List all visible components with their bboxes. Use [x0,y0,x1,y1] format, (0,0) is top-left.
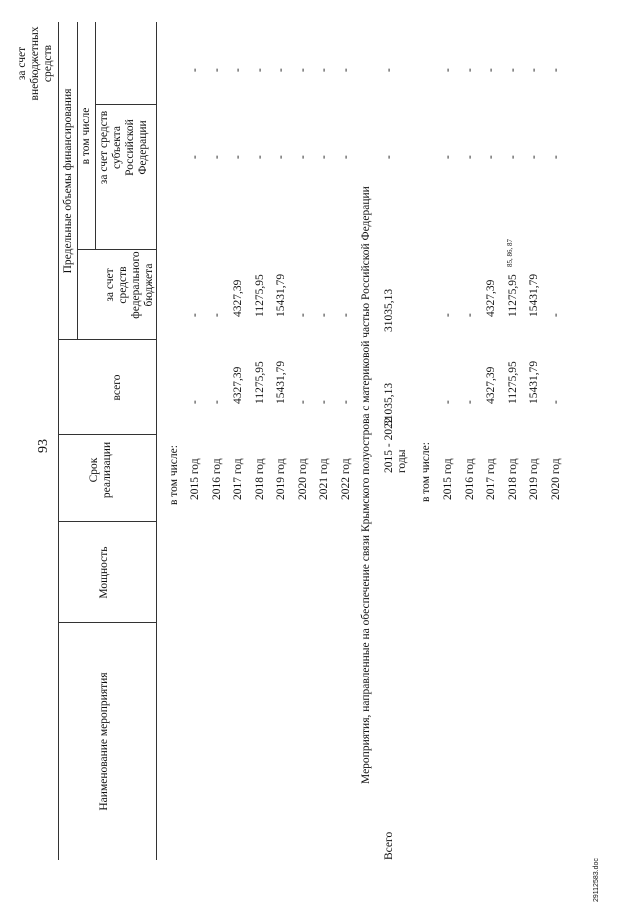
block2-subject: - [549,155,562,159]
block2-extra: - [528,68,540,72]
block2-subject: - [485,155,497,159]
block2-year: 2020 год [549,458,562,500]
block1-subject: - [275,155,287,159]
block1-subject: - [253,155,266,159]
block1-extra: - [296,68,309,72]
block1-total: - [318,400,330,404]
block1-federal: 4327,39 [232,279,244,317]
block1-total: 11275,95 [253,361,266,404]
total-row-subject: - [383,155,395,159]
block1-total: - [189,400,201,404]
header-in-that: в том числе [80,107,92,165]
header-capacity: Мощность [98,546,110,599]
block1-total: 15431,79 [275,360,287,404]
block1-federal: - [189,313,201,317]
block1-extra: - [189,68,201,72]
header-funding: Предельные объемы финансирования [62,88,74,274]
total-row-label: Всего [383,831,395,860]
block2-subject: - [463,155,476,159]
block2-year: 2016 год [463,458,476,500]
block1-federal: 15431,79 [275,273,287,317]
block1-subject: - [210,155,223,159]
block2-federal-footnote [504,239,521,267]
block1-extra: - [318,68,330,72]
block1-extra: - [339,68,352,72]
block1-subject: - [232,155,244,159]
block1-federal: - [296,313,309,317]
block1-year: 2018 год [253,458,266,500]
block1-total: - [339,400,352,404]
block1-extra: - [210,68,223,72]
block1-federal: - [339,313,352,317]
block1-federal: - [318,313,330,317]
block2-total: 4327,39 [485,366,497,404]
block1-subject: - [189,155,201,159]
header-name: Наименование мероприятия [98,672,110,811]
block1-extra: - [253,68,266,72]
header-term: Срок реализации [88,441,113,499]
block2-subject: - [528,155,540,159]
block2-extra: - [549,68,562,72]
table-top-border [58,22,59,860]
block2-total: 15431,79 [528,360,540,404]
block2-year: 2017 год [485,458,497,500]
block2-federal: - [442,313,454,317]
section-title: Мероприятия, направленные на обеспечение связи Крымского полуострова с материковой частью Российской Федерации [360,186,372,784]
block1-including-label: в том числе: [168,445,180,505]
block2-total: - [549,400,562,404]
header-total: всего [111,374,123,401]
footnote-superscript: 85, 86, 87 [505,239,514,267]
block1-subject: - [318,155,330,159]
block1-year: 2022 год [339,458,352,500]
block1-total: - [210,400,223,404]
total-row-total: 31035,13 [383,382,395,426]
block1-year: 2021 год [318,458,330,500]
block1-federal: 11275,95 [253,274,266,317]
block2-subject: - [442,155,454,159]
block1-subject: - [296,155,309,159]
block2-subject: - [506,155,519,159]
block2-federal: 4327,39 [485,279,497,317]
block2-federal: - [463,313,476,317]
funding-subheader-line [77,22,78,340]
total-row-federal: 31035,13 [383,288,395,332]
header-subject: за счет средств субъекта Российской Федерации [98,110,149,185]
block2-federal: 15431,79 [528,273,540,317]
header-federal: за счет средств федерального бюджета [104,251,155,319]
block2-total: 11275,95 [506,361,519,404]
block1-total: - [296,400,309,404]
block2-year: 2015 год [442,458,454,500]
header-extrabudget: за счет внебюджетных средств [16,26,54,101]
block1-year: 2019 год [275,458,287,500]
page-number: 93 [36,439,51,453]
block1-total: 4327,39 [232,366,244,404]
block1-year: 2020 год [296,458,309,500]
block2-extra: - [442,68,454,72]
table-header-bottom-border [156,22,157,860]
block2-federal: - [549,313,562,317]
block1-subject: - [339,155,352,159]
block1-federal: - [210,313,223,317]
block2-total: - [442,400,454,404]
block1-year: 2017 год [232,458,244,500]
block2-extra: - [463,68,476,72]
block2-total: - [463,400,476,404]
block2-including-label: в том числе: [420,442,432,502]
total-row-term: 2015 - 2022 годы [383,417,408,473]
file-name: 29112583.doc [593,858,600,902]
block2-extra: - [485,68,497,72]
block1-year: 2016 год [210,458,223,500]
block2-year: 2018 год [506,458,519,500]
block1-extra: - [232,68,244,72]
block2-extra: - [506,68,519,72]
total-row-extra: - [383,68,395,72]
block2-federal: 11275,95 [506,274,519,317]
in-that-subheader-line [95,22,96,250]
block1-year: 2015 год [189,458,201,500]
block1-extra: - [275,68,287,72]
block2-year: 2019 год [528,458,540,500]
